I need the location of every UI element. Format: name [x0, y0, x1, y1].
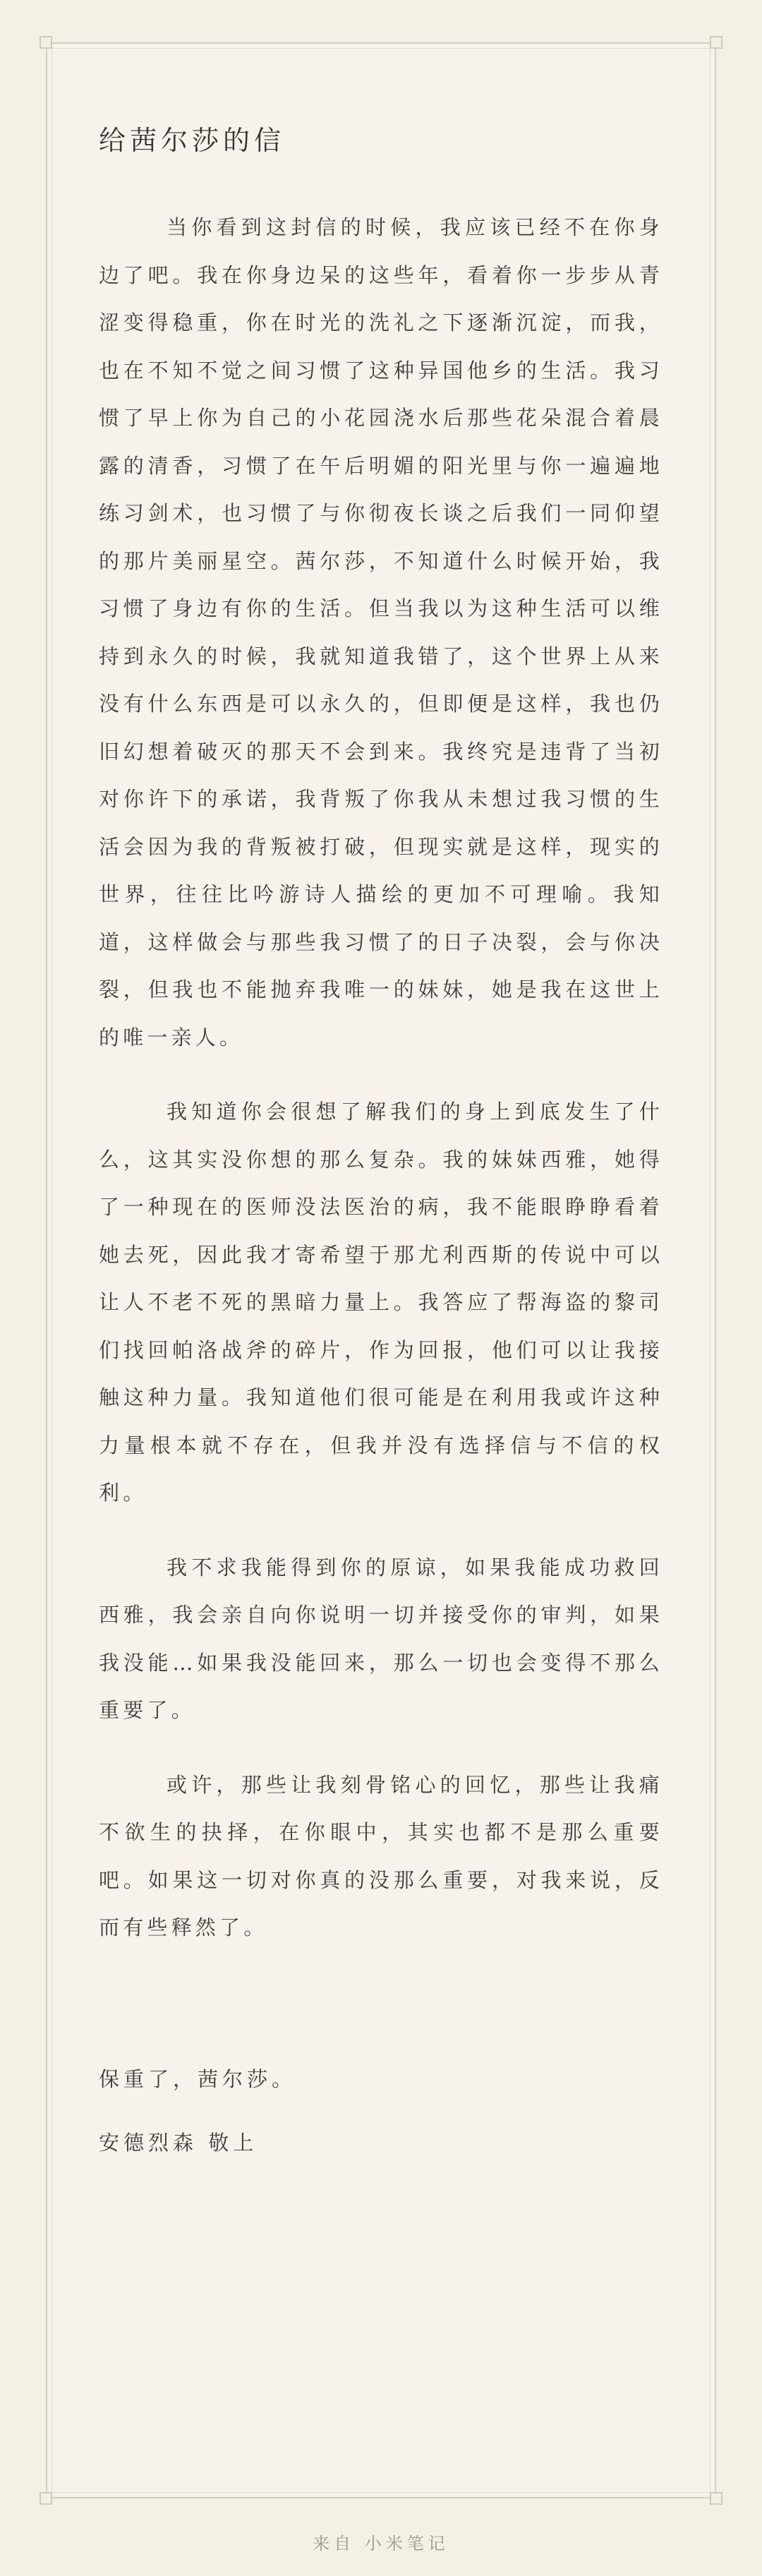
letter-content	[99, 119, 663, 2157]
letter-signature: 安德烈森 敬上	[99, 2130, 258, 2155]
letter-paragraph: 当你看到这封信的时候，我应该已经不在你身边了吧。我在你身边呆的这些年，看着你一步步从青涩变得稳重，你在时光的洗礼之下逐渐沉淀，而我，也在不知不觉之间习惯了这种异国他乡的生活。我习惯了早上你为自己的小花园浇水后那些花朵混合着晨露的清香，习惯了在午后明媚的阳光里与你一遍遍地练习剑术，也习惯了与你彻夜长谈之后我们一同仰望的那片美丽星空。茜尔莎，不知道什么时候开始，我习惯了身边有你的生活。但当我以为这种生活可以维持到永久的时候，我就知道我错了，这个世界上从来没有什么东西是可以永久的，但即便是这样，我也仍旧幻想着破灭的那天不会到来。我终究是违背了当初对你许下的承诺，我背叛了你我从未想过我习惯的生活会因为我的背叛被打破，但现实就是这样，现实的世界，往往比吟游诗人描绘的更加不可理喻。我知道，这样做会与那些我习惯了的日子决裂，会与你决裂，但我也不能抛弃我唯一的妹妹，她是我在这世上的唯一亲人。	[99, 215, 663, 1049]
border-corner-ornament	[710, 36, 722, 49]
letter-closing: 保重了，茜尔莎。	[99, 2066, 297, 2091]
source-footer: 来自 小米笔记	[313, 2534, 449, 2553]
letter-paragraph: 或许，那些让我刻骨铭心的回忆，那些让我痛不欲生的抉择，在你眼中，其实也都不是那么重要吧。如果这一切对你真的没那么重要，对我来说，反而有些释然了。	[99, 1772, 663, 1939]
border-corner-ornament	[40, 2492, 52, 2505]
letter-paragraph: 我不求我能得到你的原谅，如果我能成功救回西雅，我会亲自向你说明一切并接受你的审判，如果我没能…如果我没能回来，那么一切也会变得不那么重要了。	[99, 1555, 663, 1722]
border-corner-ornament	[40, 36, 52, 49]
border-corner-ornament	[710, 2492, 722, 2505]
letter-title: 给茜尔莎的信	[99, 125, 286, 156]
letter-paragraph: 我知道你会很想了解我们的身上到底发生了什么，这其实没你想的那么复杂。我的妹妹西雅，她得了一种现在的医师没法医治的病，我不能眼睁睁看着她去死，因此我才寄希望于那尤利西斯的传说中可以让人不老不死的黑暗力量上。我答应了帮海盗的黎司们找回帕洛战斧的碎片，作为回报，他们可以让我接触这种力量。我知道他们很可能是在利用我或许这种力量根本就不存在，但我并没有选择信与不信的权利。	[99, 1100, 663, 1505]
